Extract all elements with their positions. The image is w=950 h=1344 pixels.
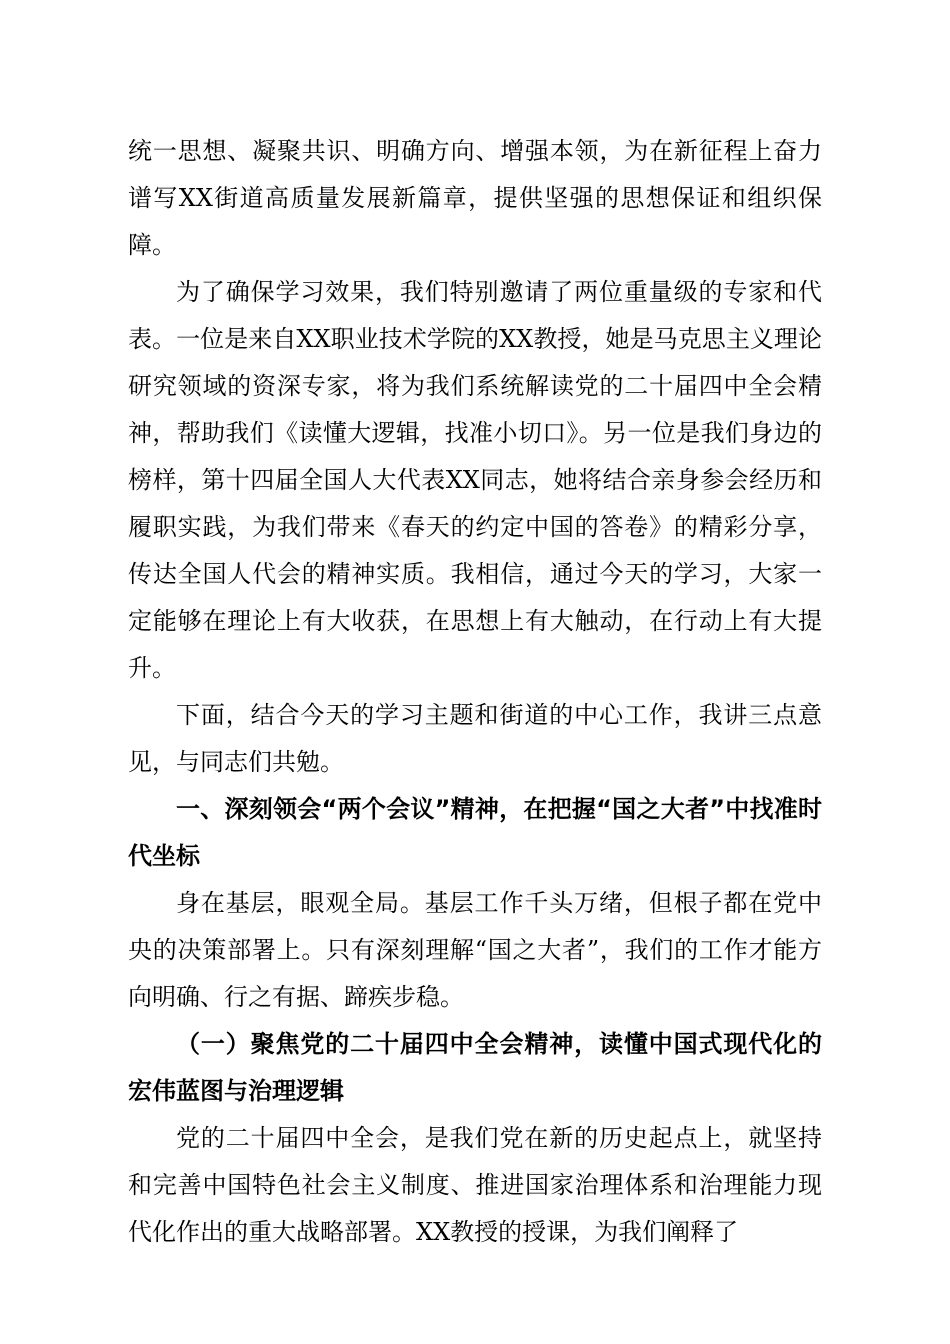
paragraph-continued: 统一思想、凝聚共识、明确方向、增强本领，为在新征程上奋力谱写XX街道高质量发展新篇章，提供坚强的思想保证和组织保障。: [128, 137, 822, 259]
paragraph-plenum: 党的二十届四中全会，是我们党在新的历史起点上，就坚持和完善中国特色社会主义制度、推进国家治理体系和治理能力现代化作出的重大战略部署。XX教授的授课，为我们阐释了: [128, 1124, 822, 1246]
document-body: [128, 128, 822, 1256]
paragraph-three-points: 下面，结合今天的学习主题和街道的中心工作，我讲三点意见，与同志们共勉。: [128, 701, 822, 776]
subsection-heading-1: （一）聚焦党的二十届四中全会精神，读懂中国式现代化的宏伟蓝图与治理逻辑: [128, 1030, 822, 1105]
paragraph-grassroots: 身在基层，眼观全局。基层工作千头万绪，但根子都在党中央的决策部署上。只有深刻理解“国之大者”，我们的工作才能方向明确、行之有据、蹄疾步稳。: [128, 889, 822, 1011]
section-heading-1: 一、深刻领会“两个会议”精神，在把握“国之大者”中找准时代坐标: [128, 795, 822, 870]
paragraph-experts: 为了确保学习效果，我们特别邀请了两位重量级的专家和代表。一位是来自XX职业技术学院的XX教授，她是马克思主义理论研究领域的资深专家，将为我们系统解读党的二十届四中全会精神，帮助我们《读懂大逻辑，找准小切口》。另一位是我们身边的榜样，第十四届全国人大代表XX同志，她将结合亲身参会经历和履职实践，为我们带来《春天的约定中国的答卷》的精彩分享，传达全国人代会的精神实质。我相信，通过今天的学习，大家一定能够在理论上有大收获，在思想上有大触动，在行动上有大提升。: [128, 278, 822, 682]
